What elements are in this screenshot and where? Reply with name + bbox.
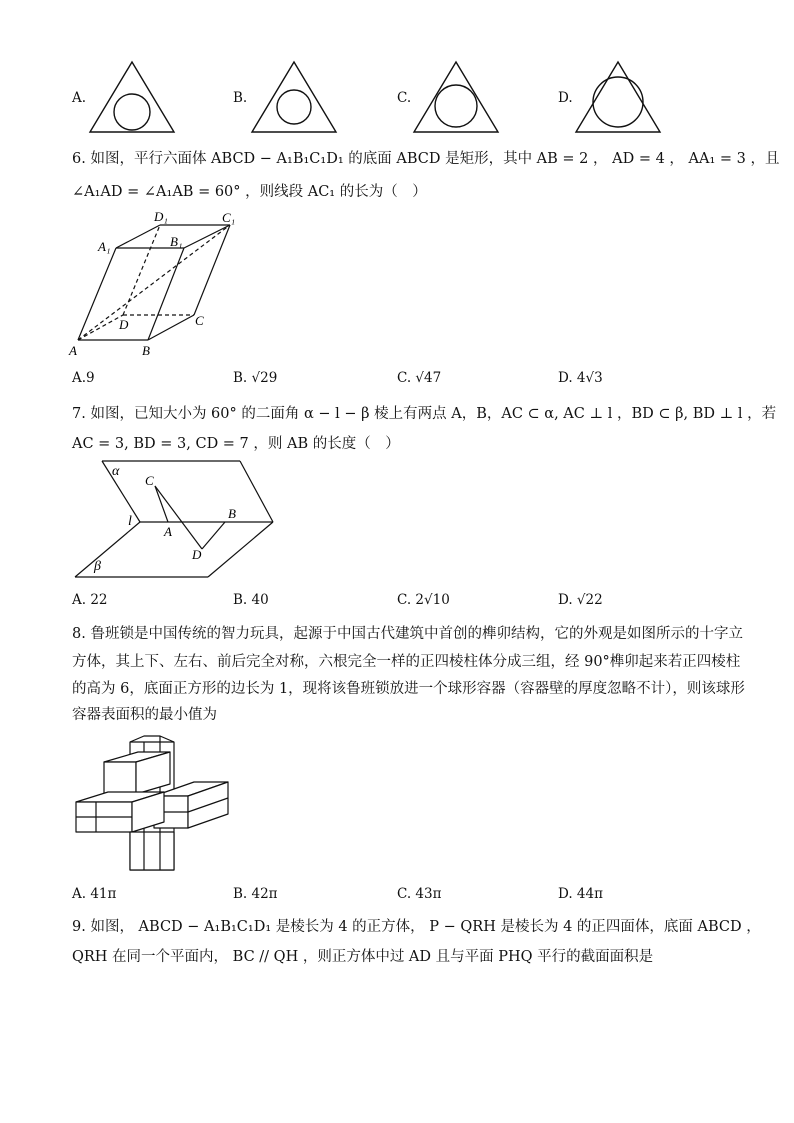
q6-option-a: A.9: [72, 370, 95, 386]
q8-text-line2: 方体，其上下、左右、前后完全对称，六根完全一样的正四棱柱体分成三组，经 90°榫卯起来若正四棱柱: [72, 654, 741, 670]
q7-label-alpha: α: [112, 464, 120, 479]
q8-option-a: A. 41π: [72, 886, 117, 902]
q6-parallelepiped-figure: [66, 205, 256, 360]
q7-text-line1: 7. 如图，已知大小为 60° 的二面角 α − l − β 棱上有两点 A，B，AC ⊂ α, AC ⊥ l ，BD ⊂ β, BD ⊥ l ，若: [72, 406, 777, 422]
q6-label-b: B: [142, 343, 150, 358]
q7-label-l: l: [128, 514, 132, 529]
q6-label-a: A: [69, 343, 77, 358]
q9-text-line2: QRH 在同一个平面内， BC // QH ，则正方体中过 AD 且与平面 PHQ 平行的截面面积是: [72, 949, 654, 965]
q7-label-beta: β: [94, 559, 101, 574]
q5-figure-b: [250, 60, 338, 134]
q7-text-line2: AC = 3, BD = 3, CD = 7 ，则 AB 的长度（ ）: [72, 436, 400, 452]
q6-text-line2: ∠A₁AD = ∠A₁AB = 60° ，则线段 AC₁ 的长为（ ）: [72, 184, 427, 200]
q6-label-b1: B₁: [170, 234, 183, 249]
q8-text-line4: 容器表面积的最小值为: [72, 707, 217, 723]
q5-option-a: A.: [72, 90, 87, 106]
q8-option-c: C. 43π: [397, 886, 442, 902]
q6-label-c1: C₁: [222, 210, 236, 225]
q6-option-b: B. √29: [233, 370, 278, 386]
q5-option-d: D.: [558, 90, 573, 106]
q6-text-line1: 6. 如图，平行六面体 ABCD − A₁B₁C₁D₁ 的底面 ABCD 是矩形，其中 AB = 2 ， AD = 4 ， AA₁ = 3 ，且: [72, 151, 780, 167]
q5-figure-d: [574, 60, 662, 134]
q7-label-a: A: [164, 524, 172, 539]
q7-option-d: D. √22: [558, 592, 603, 608]
q7-option-a: A. 22: [72, 592, 108, 608]
q8-text-line3: 的高为 6，底面正方形的边长为 1，现将该鲁班锁放进一个球形容器（容器壁的厚度忽略不计），则该球形: [72, 681, 745, 697]
q7-label-d: D: [192, 547, 202, 562]
q6-label-a1: A₁: [98, 239, 111, 254]
q7-label-b: B: [228, 506, 236, 521]
q8-option-d: D. 44π: [558, 886, 603, 902]
q8-option-b: B. 42π: [233, 886, 278, 902]
q8-text-line1: 8. 鲁班锁是中国传统的智力玩具，起源于中国古代建筑中首创的榫卯结构，它的外观是如图所示的十字立: [72, 626, 743, 642]
q7-label-c: C: [145, 473, 154, 488]
q5-figure-c: [412, 60, 500, 134]
q5-figure-a: [88, 60, 176, 134]
q6-label-d: D: [119, 317, 129, 332]
q6-label-c: C: [195, 313, 204, 328]
q9-text-line1: 9. 如图， ABCD − A₁B₁C₁D₁ 是棱长为 4 的正方体， P − QRH 是棱长为 4 的正四面体，底面 ABCD ，: [72, 919, 761, 935]
q7-option-b: B. 40: [233, 592, 269, 608]
q7-option-c: C. 2√10: [397, 592, 450, 608]
q8-luban-lock-figure: [74, 732, 234, 874]
q6-label-d1: D₁: [154, 209, 168, 224]
q5-option-b: B.: [233, 90, 248, 106]
q6-option-c: C. √47: [397, 370, 442, 386]
q5-option-c: C.: [397, 90, 412, 106]
q7-dihedral-figure: [70, 455, 280, 583]
q6-option-d: D. 4√3: [558, 370, 603, 386]
